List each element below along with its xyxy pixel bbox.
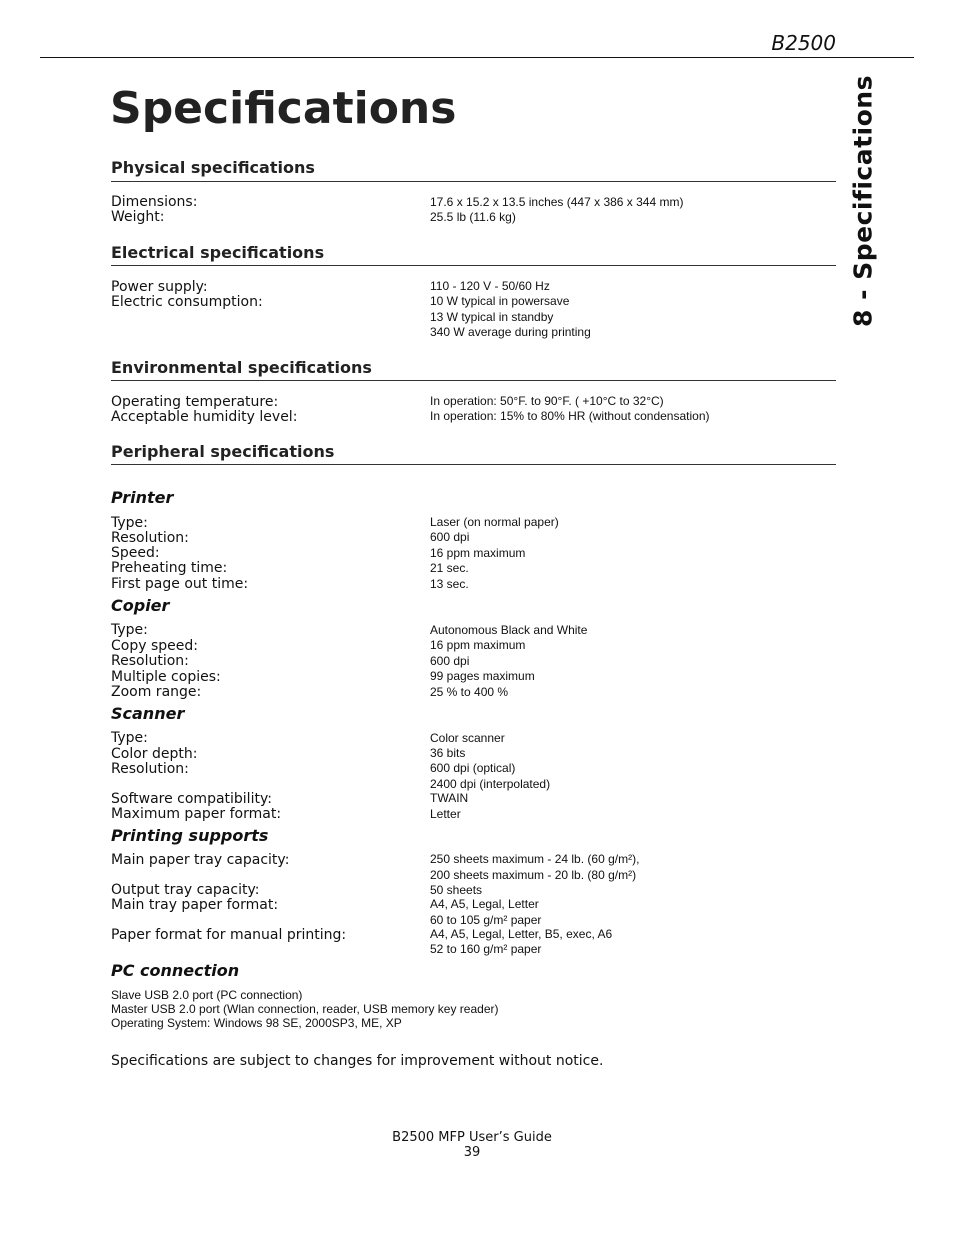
spec-value: 60 to 105 g/m² paper <box>430 913 542 927</box>
spec-value: 13 W typical in standby <box>430 310 554 324</box>
section-title-peripheral: Peripheral specifications <box>111 442 335 461</box>
spec-label: Main tray paper format: <box>111 897 279 913</box>
spec-value: 52 to 160 g/m² paper <box>430 942 542 956</box>
spec-value: 250 sheets maximum - 24 lb. (60 g/m²), <box>430 852 640 866</box>
footer-page-number: 39 <box>463 1145 481 1160</box>
spec-label: Resolution: <box>111 761 189 777</box>
spec-value: 99 pages maximum <box>430 669 535 683</box>
spec-label: Speed: <box>111 545 160 561</box>
spec-label: Zoom range: <box>111 684 202 700</box>
spec-value: 16 ppm maximum <box>430 638 526 652</box>
subsection-title-scanner: Scanner <box>111 704 185 723</box>
spec-label: Resolution: <box>111 653 189 669</box>
spec-value: 25.5 lb (11.6 kg) <box>430 210 516 224</box>
spec-label: Dimensions: <box>111 194 198 210</box>
spec-value: Color scanner <box>430 731 505 745</box>
section-divider <box>111 380 836 381</box>
spec-value: Letter <box>430 807 461 821</box>
spec-label: Output tray capacity: <box>111 882 260 898</box>
header-model-name: B2500 <box>771 31 836 55</box>
spec-value: 17.6 x 15.2 x 13.5 inches (447 x 386 x 344 mm) <box>430 195 684 209</box>
pc-connection-line: Slave USB 2.0 port (PC connection) <box>111 988 303 1002</box>
subsection-title-printing-supports: Printing supports <box>111 826 269 845</box>
spec-label: Preheating time: <box>111 560 228 576</box>
spec-label: Main paper tray capacity: <box>111 852 290 868</box>
spec-value: In operation: 15% to 80% HR (without condensation) <box>430 409 710 423</box>
spec-value: 21 sec. <box>430 561 469 575</box>
spec-value: Autonomous Black and White <box>430 623 588 637</box>
pc-connection-line: Operating System: Windows 98 SE, 2000SP3, ME, XP <box>111 1016 402 1030</box>
spec-label: Resolution: <box>111 530 189 546</box>
subsection-title-copier: Copier <box>111 596 170 615</box>
spec-label: Paper format for manual printing: <box>111 927 347 943</box>
page-title: Specifications <box>110 83 457 134</box>
spec-value: 600 dpi <box>430 654 470 668</box>
spec-value: 36 bits <box>430 746 466 760</box>
header-divider <box>40 57 914 58</box>
chapter-side-tab <box>848 75 878 327</box>
spec-label: Multiple copies: <box>111 669 221 685</box>
spec-value: 50 sheets <box>430 883 483 897</box>
spec-label: Weight: <box>111 209 165 225</box>
spec-label: Software compatibility: <box>111 791 272 807</box>
chapter-side-tab-label: 8 - Specifications <box>848 75 878 327</box>
footer-guide-title: B2500 MFP User’s Guide <box>392 1130 552 1145</box>
spec-value: A4, A5, Legal, Letter <box>430 897 539 911</box>
spec-label: Acceptable humidity level: <box>111 409 298 425</box>
spec-value: In operation: 50°F. to 90°F. ( +10°C to 32°C) <box>430 394 664 408</box>
section-title-electrical: Electrical specifications <box>111 243 325 262</box>
spec-label: Copy speed: <box>111 638 198 654</box>
spec-label: Operating temperature: <box>111 394 279 410</box>
spec-value: 2400 dpi (interpolated) <box>430 777 551 791</box>
spec-value: 16 ppm maximum <box>430 546 526 560</box>
subsection-title-printer: Printer <box>111 488 174 507</box>
section-divider <box>111 265 836 266</box>
spec-value: 13 sec. <box>430 577 469 591</box>
disclaimer-note: Specifications are subject to changes for improvement without notice. <box>111 1053 604 1069</box>
spec-label: Type: <box>111 515 148 531</box>
section-divider <box>111 181 836 182</box>
spec-value: 110 - 120 V - 50/60 Hz <box>430 279 550 293</box>
spec-label: Maximum paper format: <box>111 806 282 822</box>
spec-label: Color depth: <box>111 746 198 762</box>
spec-value: 340 W average during printing <box>430 325 591 339</box>
spec-value: 600 dpi <box>430 530 470 544</box>
spec-value: 200 sheets maximum - 20 lb. (80 g/m²) <box>430 868 637 882</box>
spec-value: TWAIN <box>430 791 469 805</box>
spec-label: Type: <box>111 730 148 746</box>
spec-value: A4, A5, Legal, Letter, B5, exec, A6 <box>430 927 613 941</box>
spec-label: Type: <box>111 622 148 638</box>
spec-value: 25 % to 400 % <box>430 685 509 699</box>
spec-label: Power supply: <box>111 279 208 295</box>
section-title-environmental: Environmental specifications <box>111 358 372 377</box>
spec-value: Laser (on normal paper) <box>430 515 559 529</box>
section-divider <box>111 464 836 465</box>
pc-connection-line: Master USB 2.0 port (Wlan connection, reader, USB memory key reader) <box>111 1002 499 1016</box>
spec-value: 10 W typical in powersave <box>430 294 570 308</box>
subsection-title-pc-connection: PC connection <box>111 961 240 980</box>
spec-label: Electric consumption: <box>111 294 263 310</box>
spec-label: First page out time: <box>111 576 249 592</box>
spec-value: 600 dpi (optical) <box>430 761 516 775</box>
section-title-physical: Physical specifications <box>111 158 315 177</box>
